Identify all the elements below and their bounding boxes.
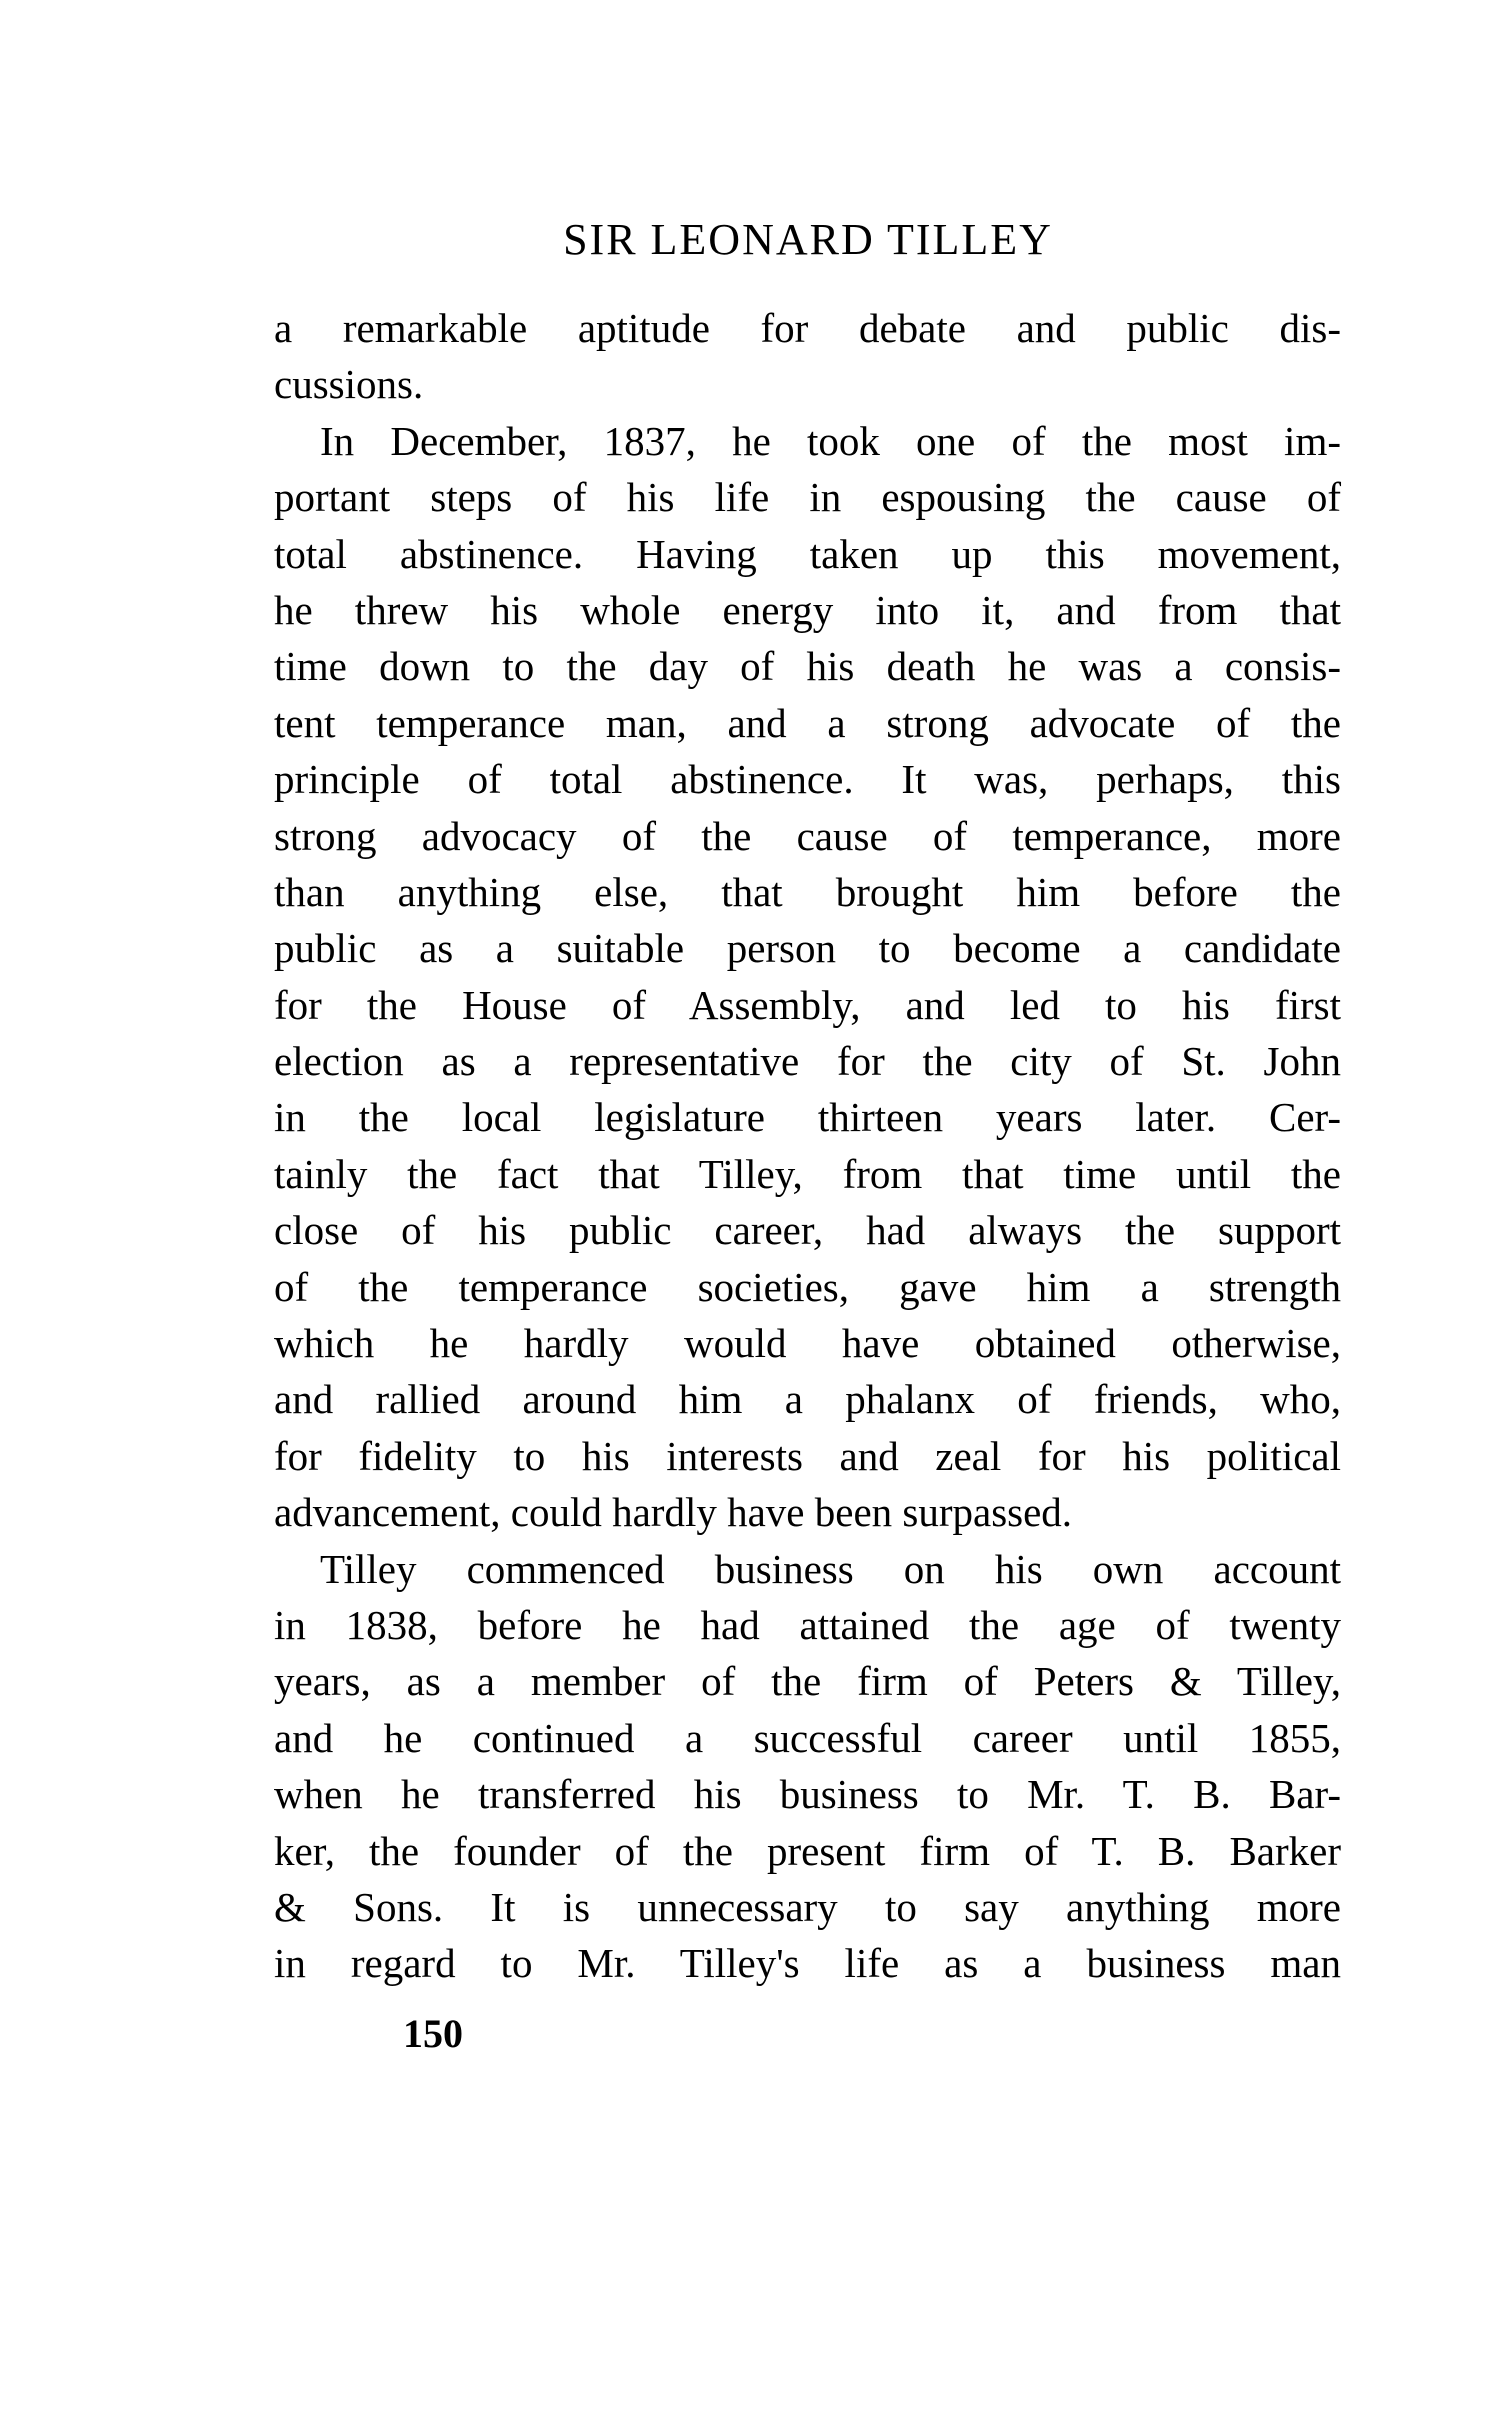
text-line: and he continued a successful career until 1855, <box>274 1714 1341 1761</box>
text-line: public as a suitable person to become a candidate <box>274 925 1341 972</box>
text-line: and rallied around him a phalanx of friends, who, <box>274 1376 1341 1423</box>
page-number: 150 <box>403 2011 463 2056</box>
text-line: advancement, could hardly have been surpassed. <box>274 1489 1073 1536</box>
body-text <box>274 300 1341 1992</box>
text-line: tent temperance man, and a strong advocate of the <box>274 699 1341 746</box>
text-line: than anything else, that brought him before the <box>274 868 1341 915</box>
text-line: time down to the day of his death he was a consis- <box>274 643 1341 690</box>
text-line: & Sons. It is unnecessary to say anything more <box>274 1883 1341 1930</box>
text-line: tainly the fact that Tilley, from that time until the <box>274 1150 1341 1197</box>
text-line: in regard to Mr. Tilley's life as a business man <box>274 1940 1341 1987</box>
text-line: which he hardly would have obtained otherwise, <box>274 1320 1341 1367</box>
text-line: in the local legislature thirteen years later. Cer- <box>274 1094 1341 1141</box>
text-line: for the House of Assembly, and led to his first <box>274 981 1341 1028</box>
text-line: election as a representative for the city of St. John <box>274 1038 1341 1085</box>
text-line: cussions. <box>274 361 424 408</box>
text-line: of the temperance societies, gave him a strength <box>274 1263 1341 1310</box>
text-line: ker, the founder of the present firm of T. B. Barker <box>274 1827 1341 1874</box>
text-line: portant steps of his life in espousing the cause of <box>274 474 1341 521</box>
text-line: he threw his whole energy into it, and from that <box>274 586 1341 633</box>
text-line: total abstinence. Having taken up this movement, <box>274 530 1341 577</box>
text-line: In December, 1837, he took one of the most im- <box>320 417 1341 464</box>
text-line: in 1838, before he had attained the age of twenty <box>274 1601 1341 1648</box>
text-line: close of his public career, had always the support <box>274 1207 1341 1254</box>
text-line: strong advocacy of the cause of temperance, more <box>274 812 1341 859</box>
text-line: a remarkable aptitude for debate and public dis- <box>274 305 1341 351</box>
text-line: for fidelity to his interests and zeal for his political <box>274 1432 1341 1479</box>
text-line: Tilley commenced business on his own account <box>320 1545 1341 1592</box>
running-head: SIR LEONARD TILLEY <box>563 215 1053 264</box>
text-line: years, as a member of the firm of Peters & Tilley, <box>274 1658 1341 1705</box>
text-line: when he transferred his business to Mr. T. B. Bar- <box>274 1771 1341 1818</box>
text-line: principle of total abstinence. It was, perhaps, this <box>274 756 1341 803</box>
